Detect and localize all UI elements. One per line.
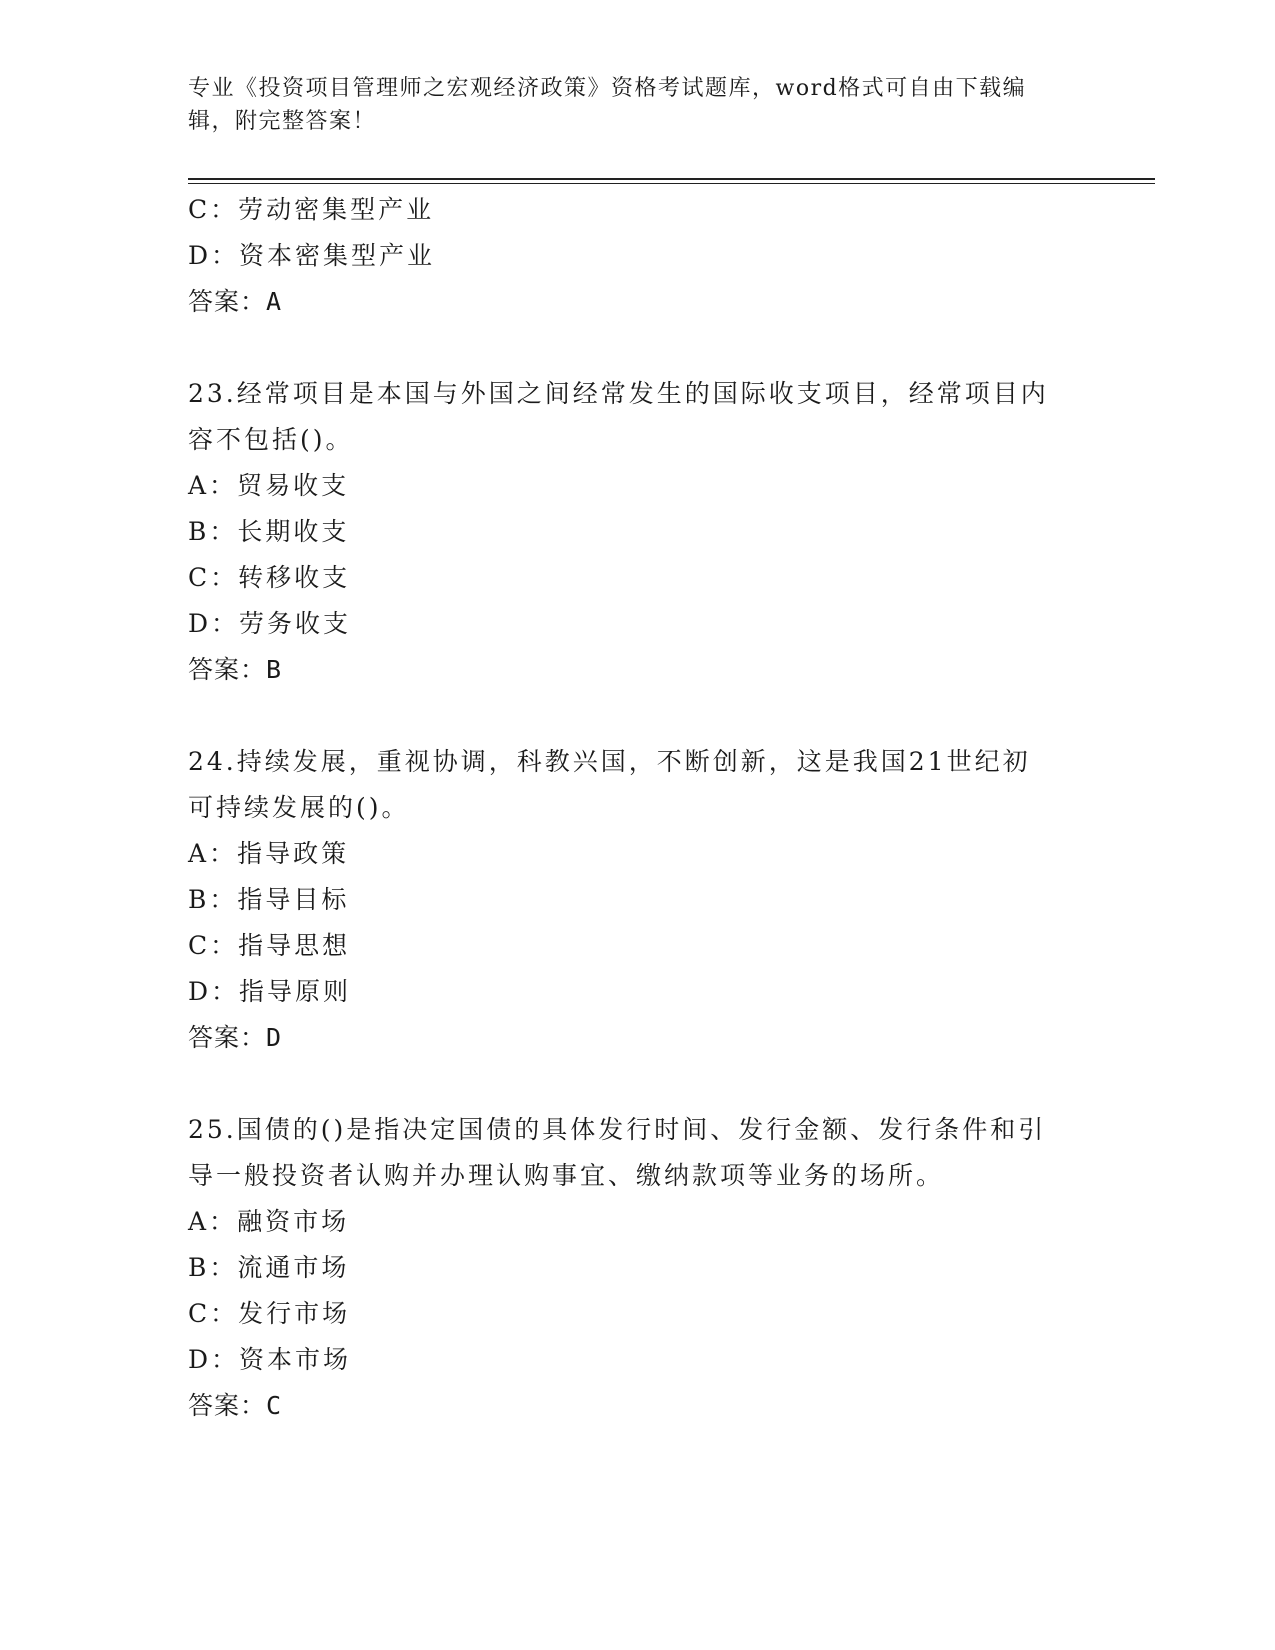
question-content [188, 187, 1088, 1429]
question-number: 24. [188, 747, 237, 776]
option-label: C： [188, 563, 239, 592]
spacer [188, 1061, 1088, 1107]
option-text: 贸易收支 [237, 471, 350, 500]
option-text: 劳动密集型产业 [238, 195, 435, 224]
answer-label: 答案： [188, 1023, 267, 1052]
option-text: 指导目标 [237, 885, 350, 914]
answer-line [188, 279, 1088, 325]
option-b [188, 1245, 1088, 1291]
option-label: D： [188, 241, 240, 270]
spacer [188, 693, 1088, 739]
question-text-line-2: 可持续发展的()。 [188, 793, 410, 822]
prev-question-block [188, 187, 1088, 325]
option-text: 指导思想 [238, 931, 351, 960]
question-25 [188, 1107, 1088, 1429]
header-line-1: 专业《投资项目管理师之宏观经济政策》资格考试题库，word格式可自由下载编 [188, 76, 1027, 101]
option-c [188, 923, 1088, 969]
option-b [188, 877, 1088, 923]
option-label: D： [188, 1345, 240, 1374]
header-line-2: 辑，附完整答案！ [188, 109, 377, 134]
question-stem: 经常项目是本国与外国之间经常发生的国际收支项目，经常项目内 [236, 379, 1049, 408]
option-text: 指导原则 [239, 977, 352, 1006]
option-label: A： [188, 1207, 238, 1236]
option-label: A： [188, 471, 238, 500]
option-d [188, 601, 1088, 647]
option-d [188, 233, 1088, 279]
option-label: A： [188, 839, 238, 868]
question-number: 25. [188, 1115, 237, 1144]
option-text: 融资市场 [237, 1207, 350, 1236]
option-text: 长期收支 [237, 517, 350, 546]
answer-value: D [266, 1023, 283, 1052]
option-label: C： [188, 1299, 239, 1328]
question-24 [188, 739, 1088, 1061]
option-b [188, 509, 1088, 555]
question-23 [188, 371, 1088, 693]
answer-line [188, 1015, 1088, 1061]
option-text: 流通市场 [237, 1253, 350, 1282]
question-text-line-2: 导一般投资者认购并办理认购事宜、缴纳款项等业务的场所。 [188, 1161, 945, 1190]
option-text: 转移收支 [238, 563, 351, 592]
option-label: B： [188, 517, 238, 546]
document-header [188, 72, 1068, 138]
answer-label: 答案： [188, 1391, 267, 1420]
option-text: 劳务收支 [239, 609, 352, 638]
option-c [188, 555, 1088, 601]
question-stem: 持续发展，重视协调，科教兴国，不断创新，这是我国21世纪初 [236, 747, 1031, 776]
answer-value: B [266, 655, 283, 684]
answer-line [188, 647, 1088, 693]
answer-value: C [266, 1391, 283, 1420]
question-stem: 国债的()是指决定国债的具体发行时间、发行金额、发行条件和引 [236, 1115, 1047, 1144]
option-label: C： [188, 195, 239, 224]
question-text-line-1 [188, 371, 1068, 417]
option-a [188, 831, 1088, 877]
option-text: 发行市场 [238, 1299, 351, 1328]
option-c [188, 187, 1088, 233]
option-c [188, 1291, 1088, 1337]
option-label: B： [188, 1253, 238, 1282]
option-label: D： [188, 609, 240, 638]
question-number: 23. [188, 379, 237, 408]
question-text-line-2: 容不包括()。 [188, 425, 354, 454]
spacer [188, 325, 1088, 371]
answer-label: 答案： [188, 655, 267, 684]
option-text: 资本密集型产业 [239, 241, 436, 270]
answer-label: 答案： [188, 287, 267, 316]
option-label: C： [188, 931, 239, 960]
option-label: B： [188, 885, 238, 914]
option-text: 指导政策 [237, 839, 350, 868]
header-divider-thin [188, 183, 1155, 184]
question-text-line-1 [188, 1107, 1068, 1153]
answer-value: A [266, 287, 283, 316]
question-text-line-1 [188, 739, 1068, 785]
option-label: D： [188, 977, 240, 1006]
header-divider-thick [188, 178, 1155, 180]
option-a [188, 1199, 1088, 1245]
answer-line [188, 1383, 1088, 1429]
option-a [188, 463, 1088, 509]
option-d [188, 969, 1088, 1015]
option-text: 资本市场 [239, 1345, 352, 1374]
option-d [188, 1337, 1088, 1383]
